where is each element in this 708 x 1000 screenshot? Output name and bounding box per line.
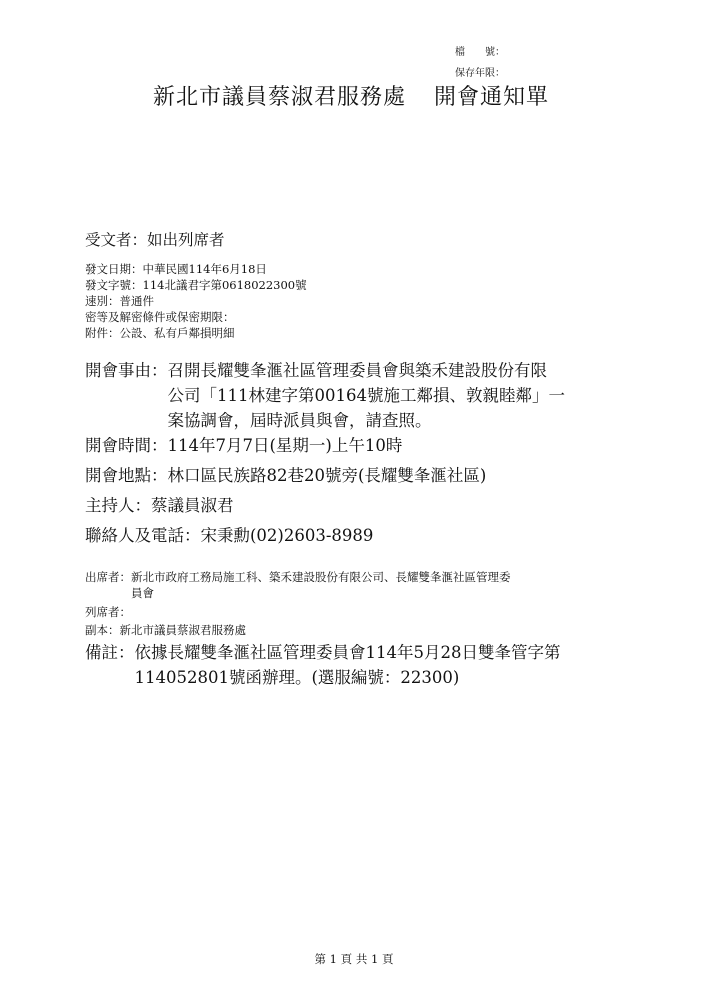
meeting-subject-row — [85, 358, 565, 433]
issue-number-row — [85, 277, 307, 293]
attendees-label: 出席者： — [85, 570, 131, 584]
observers-label: 列席者： — [85, 605, 131, 619]
remarks-line: 依據長耀雙夆滙社區管理委員會114年5月28日雙夆管字第 — [134, 643, 561, 662]
issue-number-label: 發文字號： — [85, 278, 143, 292]
attachment-value: 公設、私有戶鄰損明細 — [119, 326, 235, 340]
meeting-time-label: 開會時間： — [85, 436, 168, 455]
contact-label: 聯絡人及電話： — [85, 526, 201, 545]
attendees-line: 新北市政府工務局施工科、築禾建設股份有限公司、長耀雙夆滙社區管理委 — [131, 570, 511, 584]
contact-row — [85, 523, 373, 548]
copy-label: 副本： — [85, 623, 120, 637]
recipient-label: 受文者： — [85, 231, 148, 249]
meta-block — [85, 261, 307, 341]
host-row — [85, 493, 234, 518]
meeting-place-label: 開會地點： — [85, 466, 168, 485]
attendees-line: 員會 — [131, 586, 154, 600]
copy-value: 新北市議員蔡淑君服務處 — [119, 623, 246, 637]
meeting-subject-line: 召開長耀雙夆滙社區管理委員會與築禾建設股份有限 — [167, 361, 547, 380]
secrecy-label: 密等及解密條件或保密期限： — [85, 310, 235, 324]
file-number-label: 檔 號： — [455, 47, 505, 58]
attendees-value — [131, 569, 511, 601]
retention-period-label: 保存年限： — [455, 68, 505, 79]
meeting-time-value: 114年7月7日(星期一)上午10時 — [167, 436, 403, 455]
office-name: 新北市議員蔡淑君服務處 — [153, 85, 407, 110]
page-number: 第 1 頁 共 1 頁 — [314, 952, 394, 966]
remarks-label: 備註： — [85, 643, 135, 662]
issue-date-label: 發文日期： — [85, 262, 143, 276]
meeting-subject-line: 案協調會，屆時派員與會，請查照。 — [167, 411, 432, 430]
issue-date-row — [85, 261, 307, 277]
attendees-row — [85, 569, 511, 601]
recipient-row — [85, 229, 225, 251]
meeting-place-row — [85, 463, 486, 488]
issue-number-value: 114北議君字第0618022300號 — [142, 278, 307, 292]
meeting-subject-value — [168, 358, 565, 433]
copy-row — [85, 622, 246, 638]
meeting-time-row — [85, 433, 402, 458]
speed-value: 普通件 — [119, 294, 154, 308]
attachment-row — [85, 325, 307, 341]
attachment-label: 附件： — [85, 326, 120, 340]
meeting-place-value: 林口區民族路82巷20號旁(長耀雙夆滙社區) — [167, 466, 487, 485]
remarks-value — [135, 640, 561, 690]
issue-date-value: 中華民國114年6月18日 — [142, 262, 267, 276]
secrecy-row — [85, 309, 307, 325]
observers-row — [85, 604, 131, 620]
speed-label: 速別： — [85, 294, 120, 308]
remarks-row — [85, 640, 561, 690]
meeting-subject-line: 公司「111林建字第00164號施工鄰損、敦親睦鄰」一 — [167, 386, 565, 405]
document-title — [153, 84, 549, 112]
meeting-subject-label: 開會事由： — [85, 361, 168, 380]
host-value: 蔡議員淑君 — [151, 496, 234, 515]
host-label: 主持人： — [85, 496, 151, 515]
contact-value: 宋秉勳(02)2603-8989 — [200, 526, 374, 545]
remarks-line: 114052801號函辦理。(選服編號：22300) — [134, 668, 460, 687]
recipient-value: 如出列席者 — [147, 231, 225, 249]
speed-row — [85, 293, 307, 309]
document-type: 開會通知單 — [434, 85, 550, 110]
